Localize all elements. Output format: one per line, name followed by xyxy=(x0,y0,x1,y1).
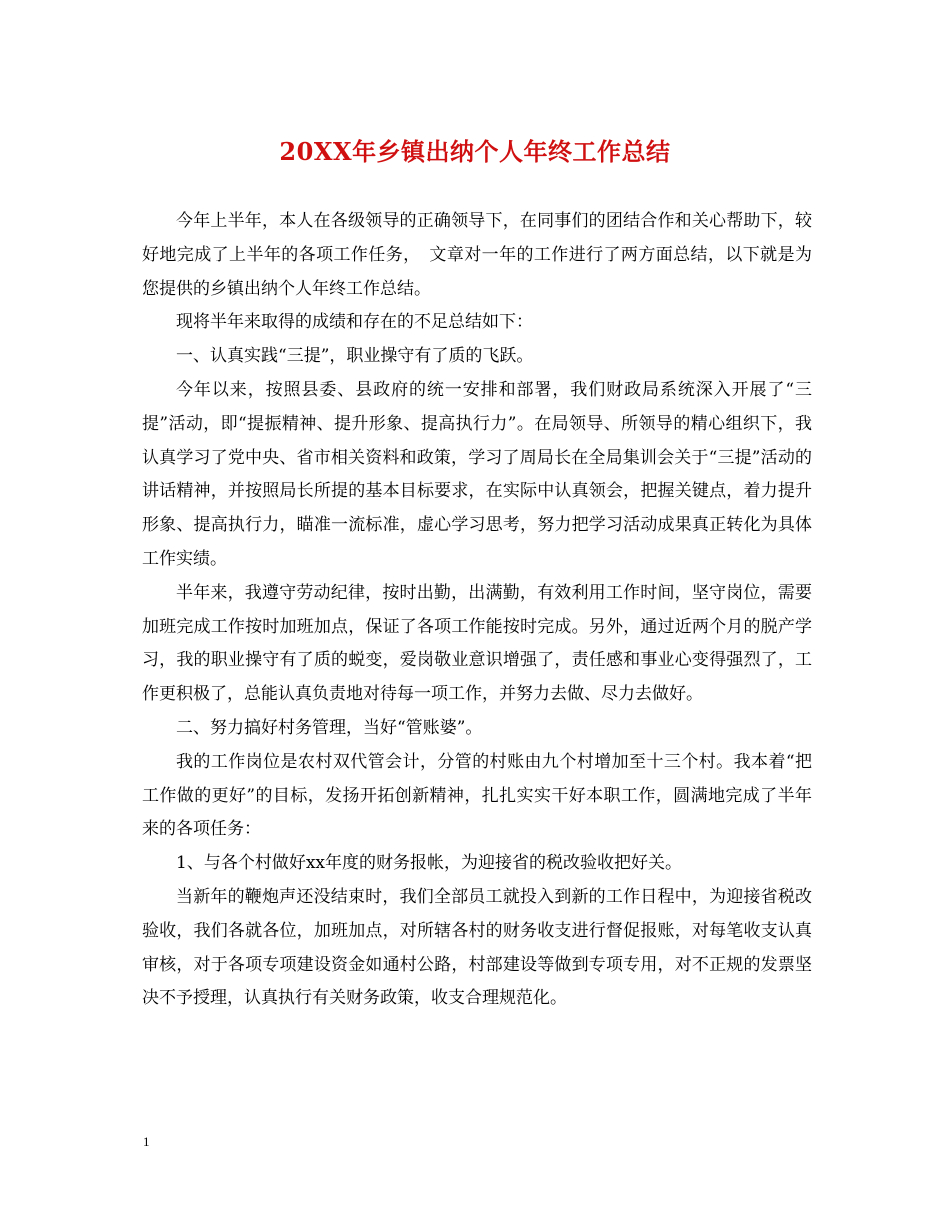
paragraph-intro: 今年上半年，本人在各级领导的正确领导下，在同事们的团结合作和关心帮助下，较好地完成了上半年的各项工作任务， 文章对一年的工作进行了两方面总结，以下就是为您提供的乡镇出纳个人年终工作总结。 xyxy=(142,211,812,299)
paragraph-village-accounts: 我的工作岗位是农村双代管会计，分管的村账由九个村增加至十三个村。我本着“把工作做的更好”的目标，发扬开拓创新精神，扎扎实实干好本职工作，圆满地完成了半年来的各项任务： xyxy=(142,751,812,840)
document-title: 20XX年乡镇出纳个人年终工作总结 xyxy=(279,137,671,166)
page-number: 1 xyxy=(143,1134,150,1149)
section-heading-2: 二、努力搞好村务管理，当好“管账婆”。 xyxy=(176,717,483,738)
paragraph-santi-activity: 今年以来，按照县委、县政府的统一安排和部署，我们财政局系统深入开展了“三提”活动，即“提振精神、提升形象、提高执行力”。在局领导、所领导的精心组织下，我认真学习了党中央、省市相关资料和政策，学习了周局长在全局集训会关于“三提”活动的讲话精神，并按照局长所提的基本目标要求，在实际中认真领会，把握关键点，着力提升形象、提高执行力，瞄准一流标准，虚心学习思考，努力把学习活动成果真正转化为具体工作实绩。 xyxy=(142,379,812,569)
list-item-1: 1、与各个村做好xx年度的财务报帐，为迎接省的税改验收把好关。 xyxy=(176,853,682,874)
paragraph-discipline: 半年来，我遵守劳动纪律，按时出勤，出满勤，有效利用工作时间，坚守岗位，需要加班完成工作按时加班加点，保证了各项工作能按时完成。另外，通过近两个月的脱产学习，我的职业操守有了质的蜕变，爱岗敬业意识增强了，责任感和事业心变得强烈了，工作更积极了，总能认真负责地对待每一项工作，并努力去做、尽力去做好。 xyxy=(142,582,812,705)
section-heading-1: 一、认真实践“三提”，职业操守有了质的飞跃。 xyxy=(176,346,534,367)
document-body xyxy=(142,205,812,1016)
paragraph-summary-lead: 现将半年来取得的成绩和存在的不足总结如下： xyxy=(176,312,533,333)
paragraph-new-year-work: 当新年的鞭炮声还没结束时，我们全部员工就投入到新的工作日程中，为迎接省税改验收，我们各就各位，加班加点，对所辖各村的财务收支进行督促报账，对每笔收支认真审核，对于各项专项建设资金如通村公路，村部建设等做到专项专用，对不正规的发票坚决不予授理，认真执行有关财务政策，收支合理规范化。 xyxy=(142,886,812,1009)
